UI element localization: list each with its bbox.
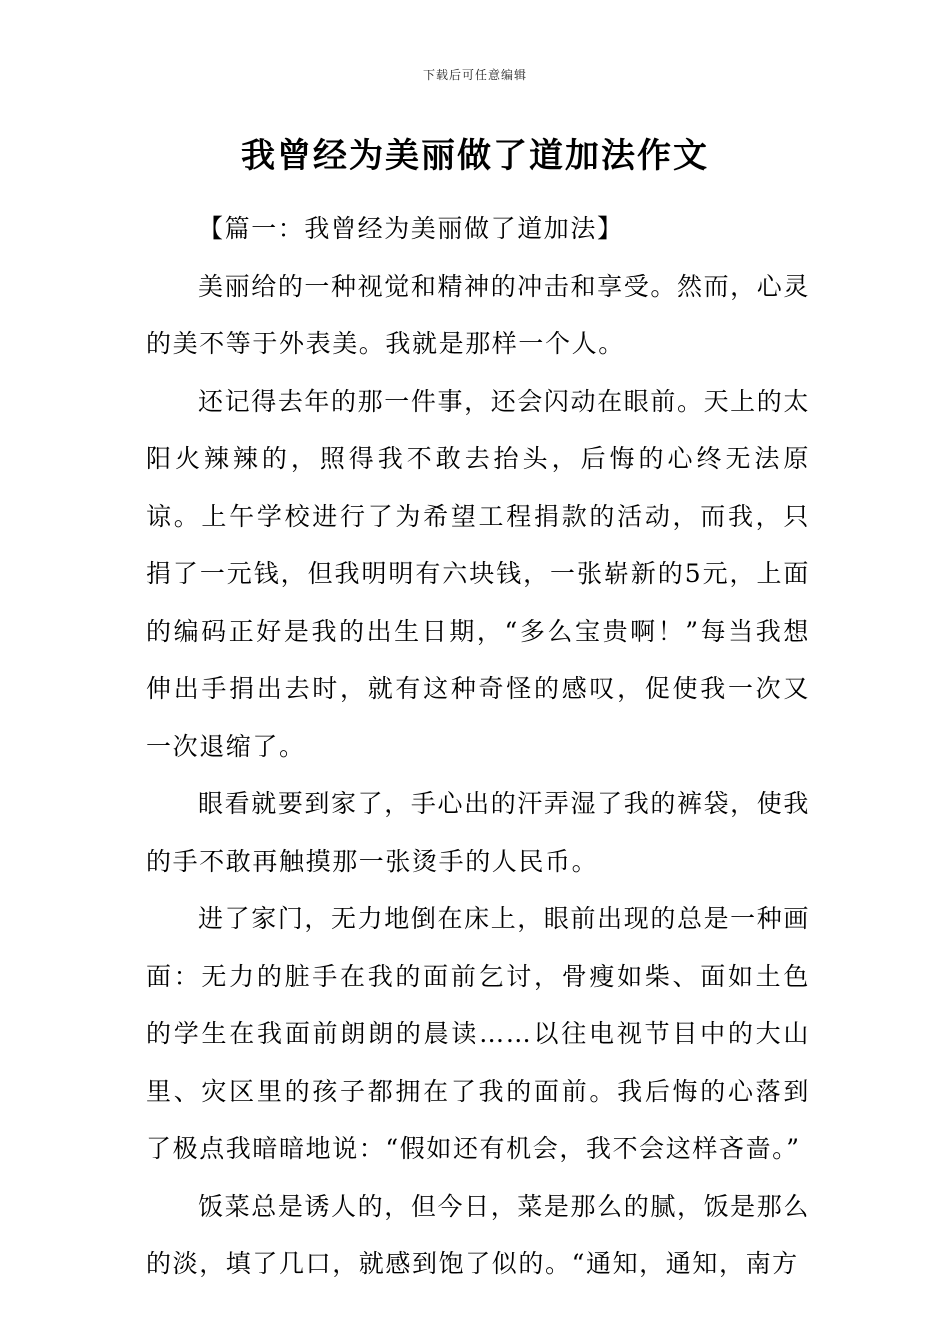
paragraph: 饭菜总是诱人的，但今日，菜是那么的腻，饭是那么的淡，填了几口，就感到饱了似的。“通知，通知，南方	[146, 1191, 810, 1278]
paragraph: 进了家门，无力地倒在床上，眼前出现的总是一种画面：无力的脏手在我的面前乞讨，骨瘦如柴、面如土色的学生在我面前朗朗的晨读……以往电视节目中的大山里、灾区里的孩子都拥在了我的面前。我后悔的心落到了极点我暗暗地说：“假如还有机会，我不会这样吝啬。”	[146, 904, 810, 1163]
paragraph: 眼看就要到家了，手心出的汗弄湿了我的裤袋，使我的手不敢再触摸那一张烫手的人民币。	[146, 789, 810, 876]
section-heading: 【篇一：我曾经为美丽做了道加法】	[198, 214, 624, 243]
paragraph: 美丽给的一种视觉和精神的冲击和享受。然而，心灵的美不等于外表美。我就是那样一个人。	[146, 271, 810, 358]
document-body	[146, 200, 810, 1293]
document-title: 我曾经为美丽做了道加法作文	[241, 136, 709, 176]
paragraph: 还记得去年的那一件事，还会闪动在眼前。天上的太阳火辣辣的，照得我不敢去抬头，后悔的心终无法原谅。上午学校进行了为希望工程捐款的活动，而我，只捐了一元钱，但我明明有六块钱，一张崭新的5元，上面的编码正好是我的出生日期，“多么宝贵啊！”每当我想伸出手捐出去时，就有这种奇怪的感叹，促使我一次又一次退缩了。	[146, 386, 810, 761]
header-note: 下载后可任意编辑	[422, 68, 527, 82]
